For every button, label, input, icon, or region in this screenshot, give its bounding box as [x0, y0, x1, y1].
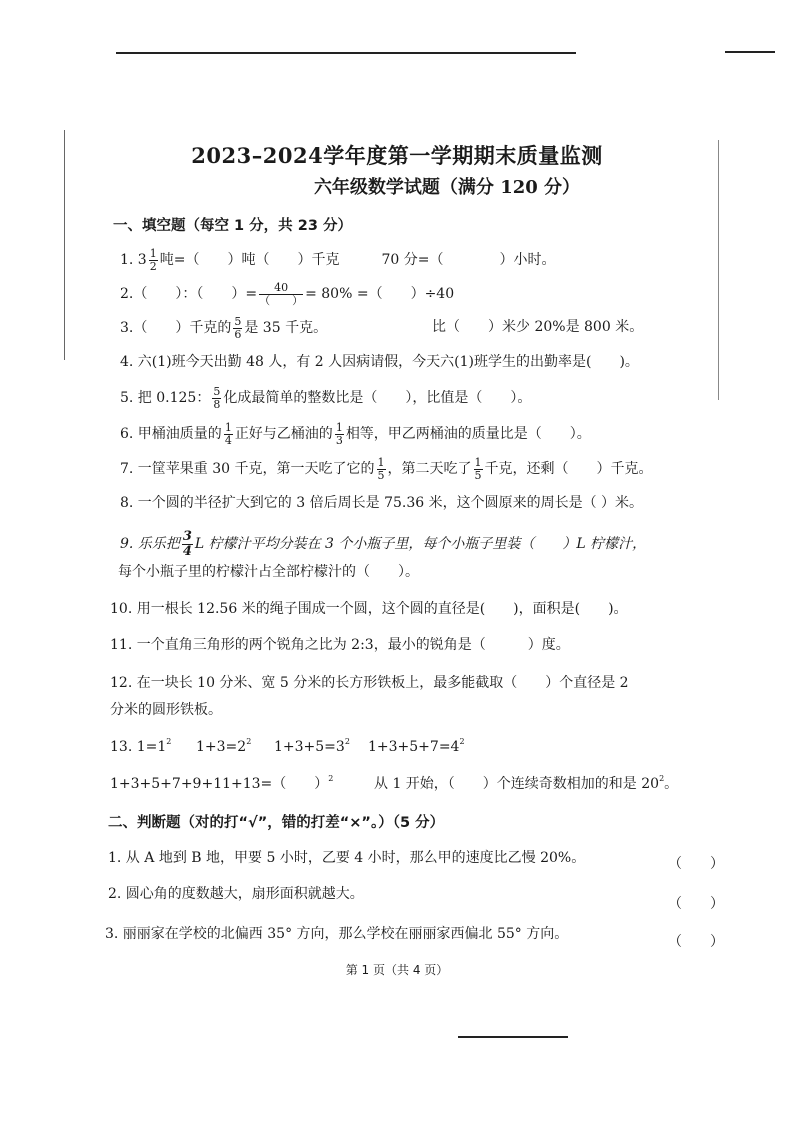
question-2: 2.（ ）：（ ）= $\frac{40}{( )}$ = 80% =（ ）÷40 — [120, 281, 455, 307]
judgement-1-answer-box[interactable]: （ ） — [668, 856, 724, 872]
question-8: 8. 一个圆的半径扩大到它的 3 倍后周长是 75.36 米，这个圆原来的周长是（ ）米。 — [120, 495, 644, 511]
question-5: 5. 把 0.125： $\frac{5}{8}$ 化成最简单的整数比是（ ），比值是（ ）。 — [120, 385, 532, 411]
question-3-part-b: 比（ ）米少 20%是 800 米。 — [432, 319, 644, 335]
scan-line-top — [116, 52, 576, 54]
question-3: 3.（ ）千克的 $\frac{5}{6}$ 是 35 千克。 — [120, 315, 328, 341]
section-fill-in-heading: 一、填空题（每空 1 分，共 23 分） — [113, 218, 352, 234]
page-footer: 第 1 页（共 4 页） — [345, 963, 449, 977]
question-6: 6. 甲桶油质量的 $\frac{1}{4}$ 正好与乙桶油的 $\frac{1}{3}$ 相等，甲乙两桶油的质量比是（ ）。 — [120, 421, 591, 447]
question-4: 4. 六(1)班今天出勤 48 人，有 2 人因病请假，今天六(1)班学生的出勤率是( )。 — [120, 354, 639, 370]
section-judgement-heading: 二、判断题（对的打“√”，错的打差“×”。）（5 分） — [108, 815, 445, 831]
question-13-equation-2: $1+3=2^2$ — [196, 737, 252, 755]
scan-line-bottom — [458, 1036, 568, 1038]
question-13-equation-3: $1+3+5=3^2$ — [274, 737, 350, 755]
judgement-2: 2. 圆心角的度数越大，扇形面积就越大。 — [108, 886, 364, 902]
exam-subtitle: 六年级数学试题（满分 120 分） — [313, 177, 581, 198]
question-13-line-2-part-b: 从 1 开始，（ ）个连续奇数相加的和是 $20^2$。 — [374, 774, 679, 792]
question-11: 11. 一个直角三角形的两个锐角之比为 2:3，最小的锐角是（ ）度。 — [110, 637, 570, 653]
judgement-1: 1. 从 A 地到 B 地，甲要 5 小时，乙要 4 小时，那么甲的速度比乙慢 20%。 — [108, 850, 586, 866]
question-7: 7. 一筐苹果重 30 千克，第一天吃了它的 $\frac{1}{5}$ ，第二天吃了 $\frac{1}{5}$ 千克，还剩（ ）千克。 — [120, 456, 653, 482]
question-1: 1. 3 $\frac{1}{2}$ 吨=（ ）吨（ ）千克 70 分=（ ）小时。 — [120, 247, 556, 273]
question-9: 9. 乐乐把 $\frac{3}{4}$ L 柠檬汁平均分装在 3 个小瓶子里，每个小瓶子里装（ ）L 柠檬汁， — [120, 529, 647, 559]
judgement-3-answer-box[interactable]: （ ） — [668, 934, 724, 950]
exam-title: 2023–2024学年度第一学期期末质量监测 — [191, 143, 603, 168]
question-13-equation-1: 13. $1=1^2$ — [110, 737, 172, 755]
question-12-line-2: 分米的圆形铁板。 — [110, 702, 222, 718]
question-13-equation-4: $1+3+5+7=4^2$ — [368, 737, 465, 755]
question-9-line-2: 每个小瓶子里的柠檬汁占全部柠檬汁的（ ）。 — [118, 564, 419, 580]
judgement-2-answer-box[interactable]: （ ） — [668, 896, 724, 912]
question-12: 12. 在一块长 10 分米、宽 5 分米的长方形铁板上，最多能截取（ ）个直径是 2 — [110, 675, 629, 691]
question-10: 10. 用一根长 12.56 米的绳子围成一个圆，这个圆的直径是( )，面积是( )。 — [110, 601, 628, 617]
judgement-3: 3. 丽丽家在学校的北偏西 35° 方向，那么学校在丽丽家西偏北 55° 方向。 — [105, 926, 569, 942]
scan-line-top-right — [725, 51, 775, 53]
question-13-line-2: 1+3+5+7+9+11+13=（ ）$^2$ — [110, 774, 334, 792]
